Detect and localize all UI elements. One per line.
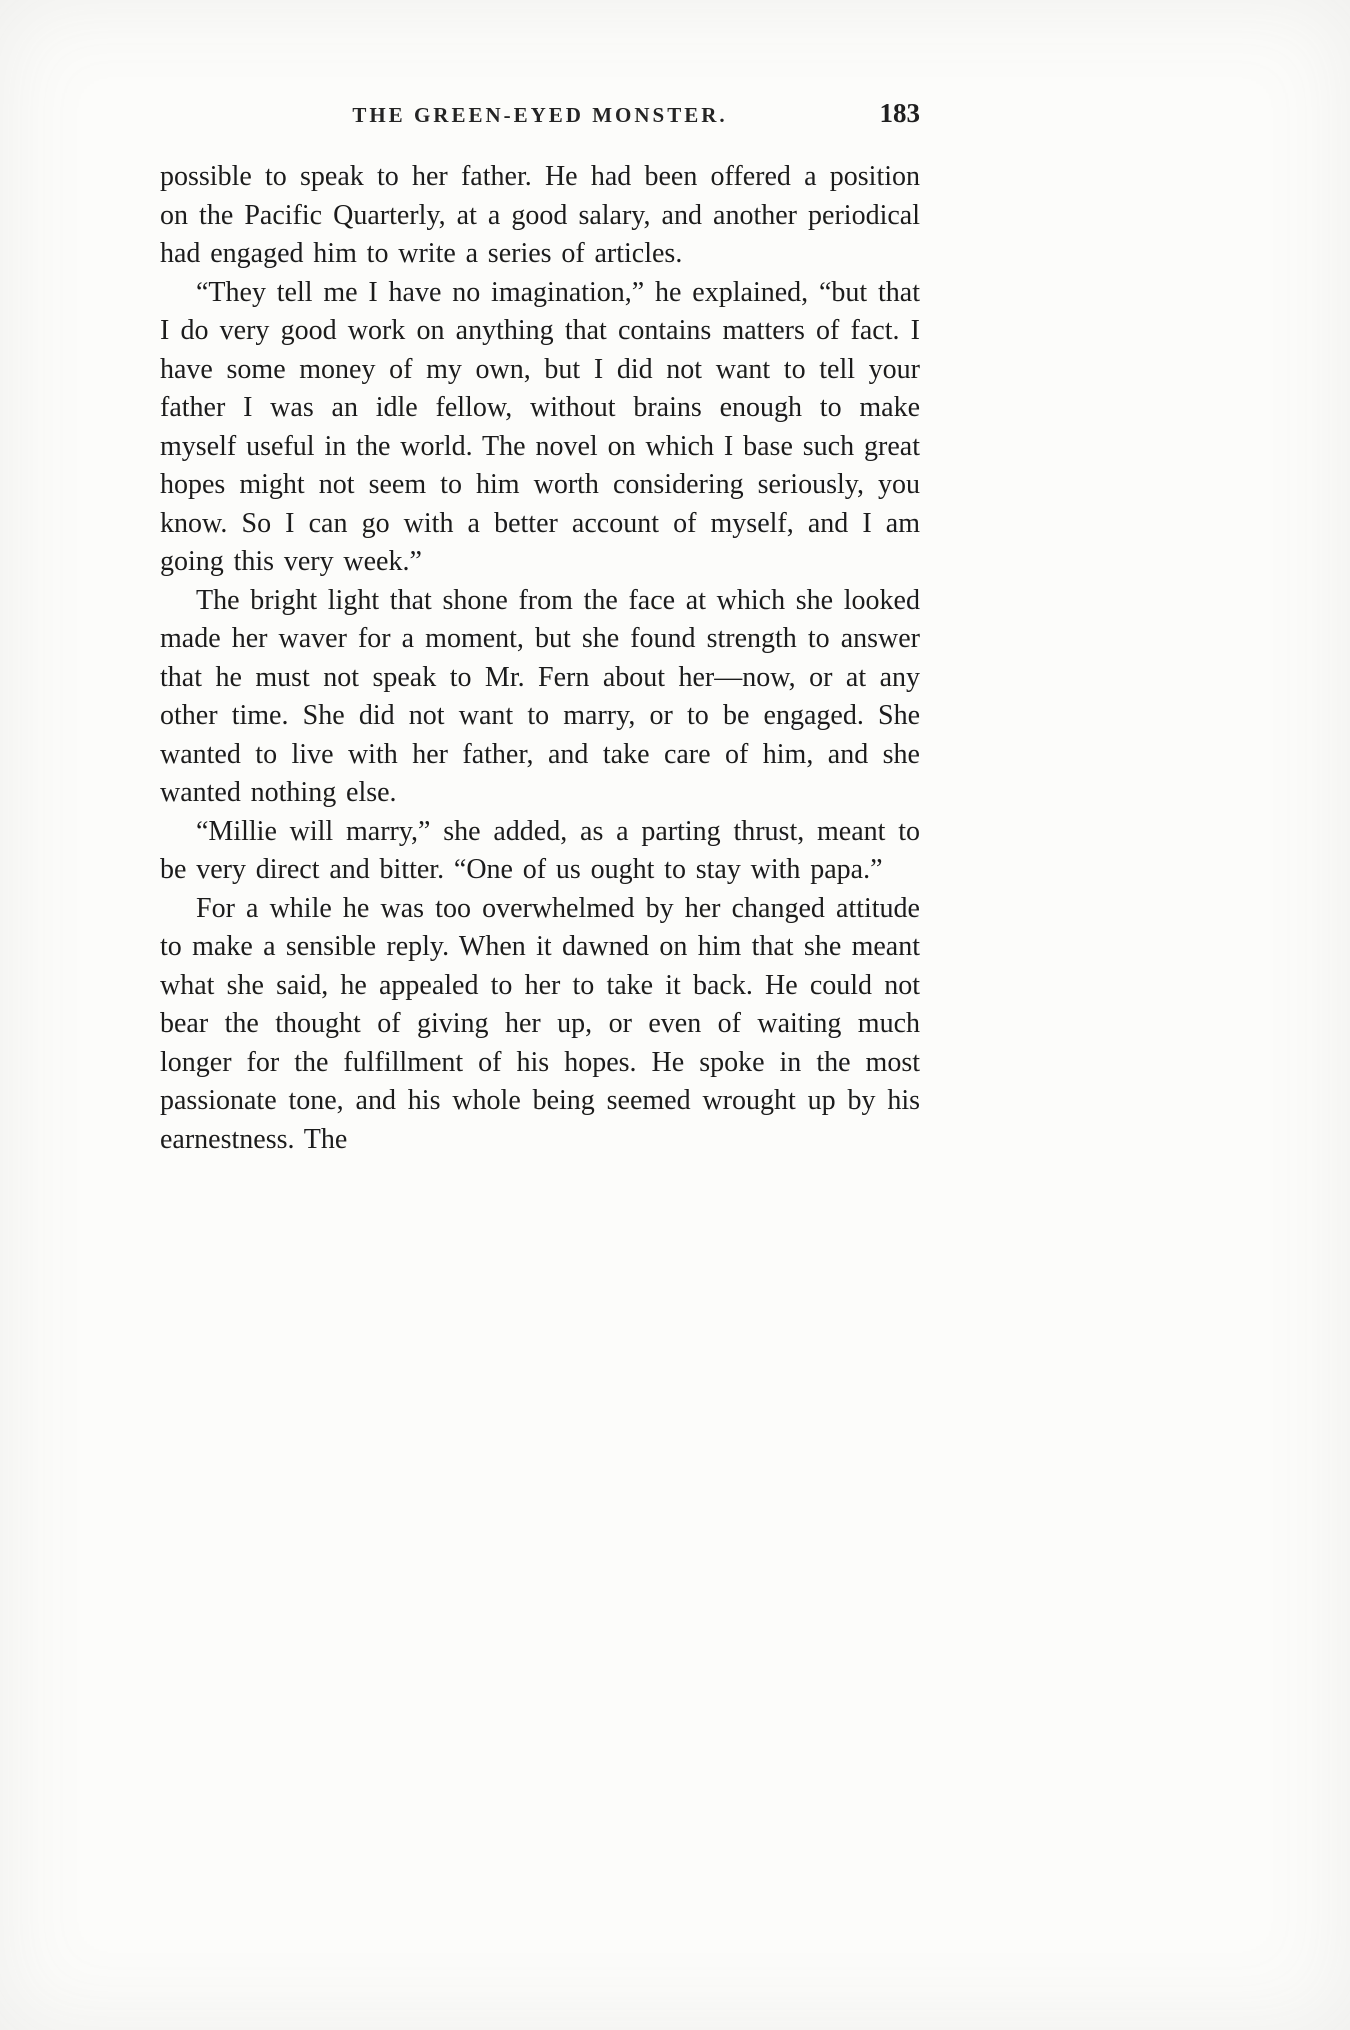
- paragraph: possible to speak to her father. He had been offered a position on the Pacific Quarterly, at a good salary, and another periodical had engaged him to write a series of articles.: [160, 161, 920, 269]
- paragraph: The bright light that shone from the face at which she looked made her waver for a moment, but she found strength to answer that he must not speak to Mr. Fern about her—now, or at any other time. She did not want to marry, or to be engaged. She wanted to live with her father, and take care of him, and she wanted nothing else.: [160, 584, 920, 808]
- paragraph: For a while he was too overwhelmed by her changed attitude to make a sensible reply. When it dawned on him that she meant what she said, he appealed to her to take it back. He could not bear the thought of giving her up, or even of waiting much longer for the fulfillment of his hopes. He spoke in the most passionate tone, and his whole being seemed wrought up by his earnestness. The: [160, 892, 920, 1155]
- paragraph: “Millie will marry,” she added, as a parting thrust, meant to be very direct and bitter. “One of us ought to stay with papa.”: [160, 815, 920, 885]
- paragraph: “They tell me I have no imagination,” he explained, “but that I do very good work on anything that contains matters of fact. I have some money of my own, but I did not want to tell your father I was an idle fellow, without brains enough to make myself useful in the world. The novel on which I base such great hopes might not seem to him worth considering seriously, you know. So I can go with a better account of myself, and I am going this very week.”: [160, 276, 920, 577]
- running-title: THE GREEN-EYED MONSTER.: [352, 103, 728, 127]
- page-number: 183: [879, 98, 920, 128]
- text-block: [160, 158, 920, 1159]
- page-header: [160, 98, 920, 132]
